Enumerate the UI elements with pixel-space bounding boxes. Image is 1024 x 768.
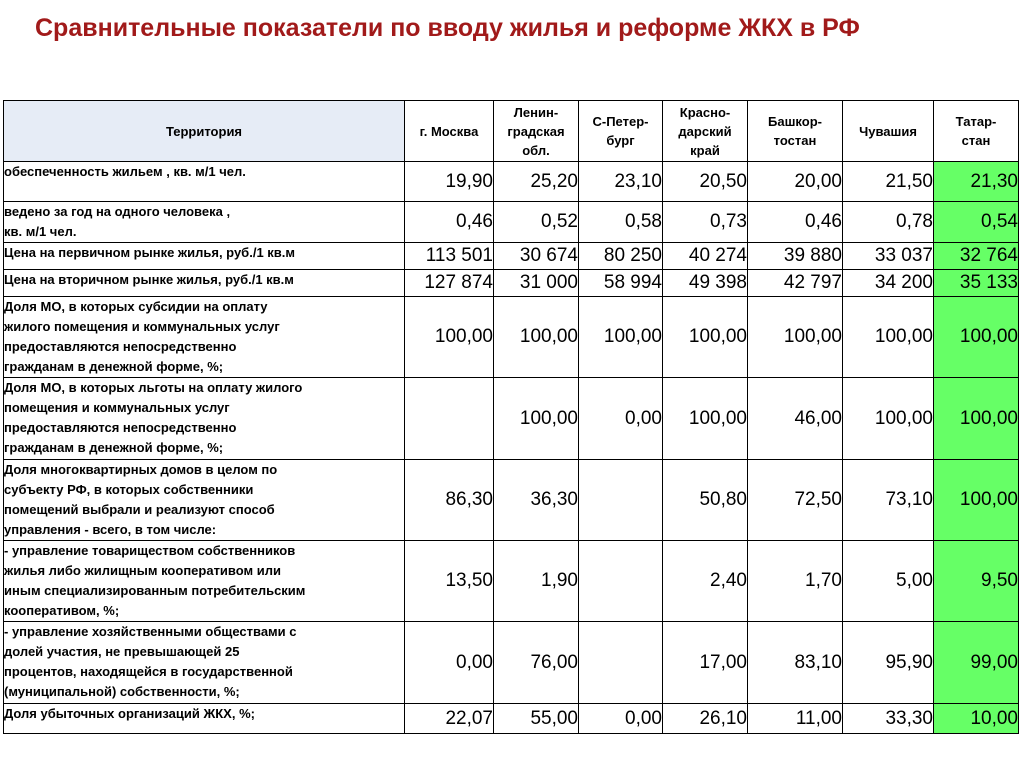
- value-cell: 46,00: [748, 378, 843, 460]
- value-cell: 2,40: [663, 541, 748, 622]
- row-label: - управление хозяйственными обществами с долей участия, не превышающей 25 процентов, находящейся в государственной (муниципальной) собственности, %;: [4, 622, 405, 704]
- value-cell: 100,00: [748, 297, 843, 378]
- value-cell: 100,00: [494, 297, 579, 378]
- row-label: Доля МО, в которых льготы на оплату жилого помещения и коммунальных услуг предоставляются непосредственно гражданам в денежной форме, %;: [4, 378, 405, 460]
- value-cell: [579, 460, 663, 541]
- value-cell: [579, 541, 663, 622]
- value-cell: 34 200: [843, 270, 934, 297]
- value-cell: 100,00: [843, 378, 934, 460]
- value-cell: 0,46: [748, 202, 843, 243]
- value-cell: 0,46: [405, 202, 494, 243]
- value-cell: 76,00: [494, 622, 579, 704]
- row-label: Цена на первичном рынке жилья, руб./1 кв.м: [4, 243, 405, 270]
- value-cell: 100,00: [494, 378, 579, 460]
- value-cell: [579, 622, 663, 704]
- column-header-territory: Территория: [4, 101, 405, 162]
- value-cell-highlighted: 32 764: [934, 243, 1019, 270]
- table-row: [4, 162, 1019, 202]
- value-cell: 80 250: [579, 243, 663, 270]
- value-cell: 100,00: [405, 297, 494, 378]
- value-cell: 13,50: [405, 541, 494, 622]
- table-row: [4, 378, 1019, 460]
- page-title: Сравнительные показатели по вводу жилья и реформе ЖКХ в РФ: [35, 14, 860, 42]
- table-row: [4, 704, 1019, 734]
- column-header-region: С-Петер- бург: [579, 101, 663, 162]
- value-cell: 31 000: [494, 270, 579, 297]
- value-cell: 0,00: [579, 704, 663, 734]
- row-label: Цена на вторичном рынке жилья, руб./1 кв.м: [4, 270, 405, 297]
- value-cell: 0,52: [494, 202, 579, 243]
- value-cell: 72,50: [748, 460, 843, 541]
- value-cell-highlighted: 100,00: [934, 297, 1019, 378]
- value-cell: 58 994: [579, 270, 663, 297]
- value-cell: 33,30: [843, 704, 934, 734]
- table-row: [4, 270, 1019, 297]
- value-cell: 39 880: [748, 243, 843, 270]
- value-cell: 100,00: [663, 297, 748, 378]
- value-cell: 100,00: [579, 297, 663, 378]
- value-cell: 42 797: [748, 270, 843, 297]
- value-cell: 55,00: [494, 704, 579, 734]
- comparison-table: [3, 100, 1019, 734]
- row-label: ведено за год на одного человека , кв. м/1 чел.: [4, 202, 405, 243]
- value-cell: 22,07: [405, 704, 494, 734]
- header-row: [4, 101, 1019, 162]
- value-cell-highlighted: 10,00: [934, 704, 1019, 734]
- value-cell: 33 037: [843, 243, 934, 270]
- value-cell: 73,10: [843, 460, 934, 541]
- column-header-region: Чувашия: [843, 101, 934, 162]
- table-row: [4, 202, 1019, 243]
- value-cell: 1,70: [748, 541, 843, 622]
- value-cell-highlighted: 35 133: [934, 270, 1019, 297]
- value-cell: 17,00: [663, 622, 748, 704]
- value-cell: 86,30: [405, 460, 494, 541]
- value-cell: 0,73: [663, 202, 748, 243]
- value-cell-highlighted: 100,00: [934, 378, 1019, 460]
- table-row: [4, 297, 1019, 378]
- value-cell-highlighted: 99,00: [934, 622, 1019, 704]
- row-label: Доля многоквартирных домов в целом по субъекту РФ, в которых собственники помещений выбрали и реализуют способ управления - всего, в том числе:: [4, 460, 405, 541]
- row-label: Доля убыточных организаций ЖКХ, %;: [4, 704, 405, 734]
- column-header-region-highlighted: Татар- стан: [934, 101, 1019, 162]
- value-cell: 20,00: [748, 162, 843, 202]
- value-cell-highlighted: 100,00: [934, 460, 1019, 541]
- value-cell: 100,00: [663, 378, 748, 460]
- row-label: - управление товариществом собственников жилья либо жилищным кооперативом или иным специализированным потребительским кооперативом, %;: [4, 541, 405, 622]
- value-cell: 23,10: [579, 162, 663, 202]
- value-cell: 20,50: [663, 162, 748, 202]
- value-cell: 0,58: [579, 202, 663, 243]
- value-cell: 25,20: [494, 162, 579, 202]
- column-header-region: Ленин- градская обл.: [494, 101, 579, 162]
- row-label: Доля МО, в которых субсидии на оплату жилого помещения и коммунальных услуг предоставляются непосредственно гражданам в денежной форме, %;: [4, 297, 405, 378]
- value-cell: 5,00: [843, 541, 934, 622]
- value-cell: 95,90: [843, 622, 934, 704]
- value-cell: [405, 378, 494, 460]
- value-cell-highlighted: 0,54: [934, 202, 1019, 243]
- value-cell: 0,78: [843, 202, 934, 243]
- value-cell: 11,00: [748, 704, 843, 734]
- value-cell: 113 501: [405, 243, 494, 270]
- value-cell: 19,90: [405, 162, 494, 202]
- value-cell: 0,00: [579, 378, 663, 460]
- value-cell: 26,10: [663, 704, 748, 734]
- row-label: обеспеченность жильем , кв. м/1 чел.: [4, 162, 405, 202]
- column-header-region: Башкор- тостан: [748, 101, 843, 162]
- value-cell-highlighted: 21,30: [934, 162, 1019, 202]
- table-row: [4, 460, 1019, 541]
- column-header-region: г. Москва: [405, 101, 494, 162]
- value-cell: 50,80: [663, 460, 748, 541]
- value-cell: 0,00: [405, 622, 494, 704]
- table-row: [4, 541, 1019, 622]
- value-cell: 100,00: [843, 297, 934, 378]
- value-cell: 21,50: [843, 162, 934, 202]
- column-header-region: Красно- дарский край: [663, 101, 748, 162]
- value-cell: 1,90: [494, 541, 579, 622]
- table-row: [4, 622, 1019, 704]
- value-cell: 40 274: [663, 243, 748, 270]
- value-cell: 127 874: [405, 270, 494, 297]
- table-row: [4, 243, 1019, 270]
- value-cell: 36,30: [494, 460, 579, 541]
- value-cell: 30 674: [494, 243, 579, 270]
- value-cell-highlighted: 9,50: [934, 541, 1019, 622]
- value-cell: 83,10: [748, 622, 843, 704]
- value-cell: 49 398: [663, 270, 748, 297]
